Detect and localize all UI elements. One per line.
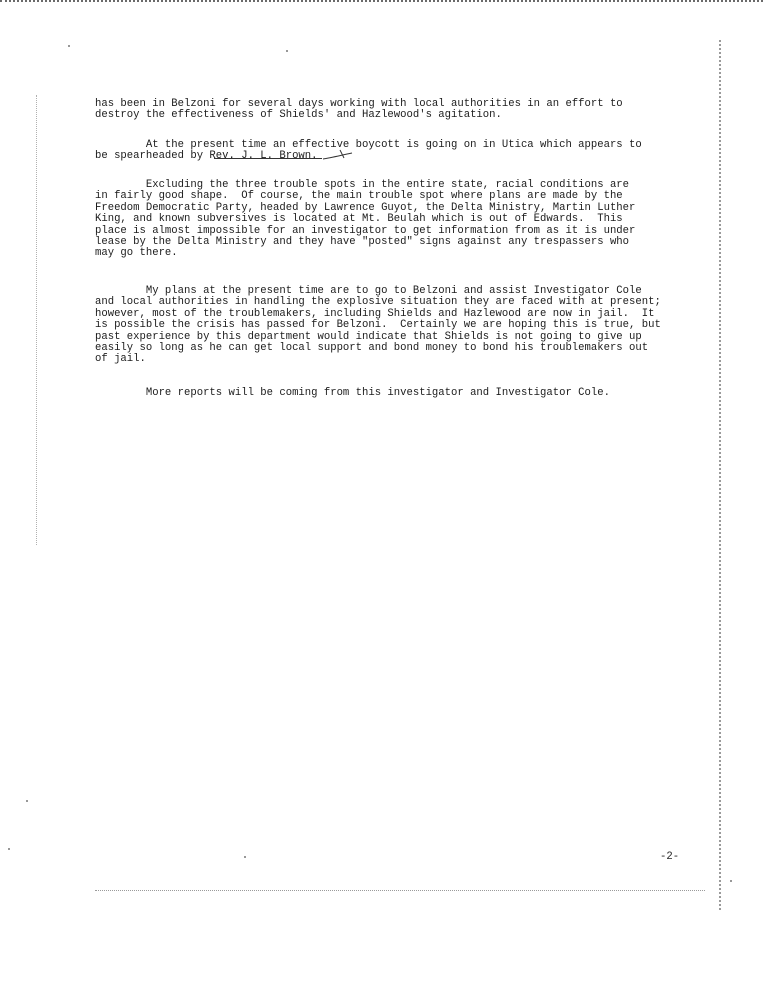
text-line: place is almost impossible for an investigator to get information from as it is under xyxy=(95,224,636,237)
paragraph-more-reports xyxy=(95,388,685,399)
paragraph-utica-boycott xyxy=(95,140,685,163)
paragraph-plans xyxy=(95,286,685,366)
scan-speck xyxy=(8,848,10,850)
scan-speck xyxy=(68,45,70,47)
text-line: Excluding the three trouble spots in the entire state, racial conditions are xyxy=(95,179,630,191)
text-line: may go there. xyxy=(95,247,178,260)
text-line: and local authorities in handling the explosive situation they are faced with at present; xyxy=(95,296,661,309)
scan-speck xyxy=(730,880,732,882)
text-line: destroy the effectiveness of Shields' and Hazlewood's agitation. xyxy=(95,109,502,122)
scan-left-edge xyxy=(36,95,37,545)
handwritten-underline xyxy=(214,158,322,159)
text-line: easily so long as he can get local support and bond money to bond his troublemakers out xyxy=(95,342,649,355)
text-line: King, and known subversives is located at Mt. Beulah which is out of Edwards. This xyxy=(95,213,623,226)
text-line: has been in Belzoni for several days working with local authorities in an effort to xyxy=(95,98,623,110)
page-number: -2- xyxy=(660,851,680,863)
scan-speck xyxy=(286,50,288,52)
text-line: in fairly good shape. Of course, the main trouble spot where plans are made by the xyxy=(95,190,623,203)
text-line: lease by the Delta Ministry and they have "posted" signs against any trespassers who xyxy=(95,236,630,249)
handwritten-check-mark-icon xyxy=(322,148,354,162)
text-line: of jail. xyxy=(95,353,146,366)
scan-speck xyxy=(244,856,246,858)
scan-top-edge xyxy=(0,0,763,8)
text-line: More reports will be coming from this investigator and Investigator Cole. xyxy=(95,387,610,399)
text-line: past experience by this department would indicate that Shields is not going to give up xyxy=(95,330,642,343)
paragraph-belzoni-work xyxy=(95,99,685,122)
scan-right-edge xyxy=(719,40,721,910)
text-line: however, most of the troublemakers, including Shields and Hazlewood are now in jail. It xyxy=(95,307,655,320)
text-line: be spearheaded by Rev. J. L. Brown. xyxy=(95,150,318,163)
text-line: Freedom Democratic Party, headed by Lawrence Guyot, the Delta Ministry, Martin Luther xyxy=(95,201,636,214)
text-line: At the present time an effective boycott is going on in Utica which appears to xyxy=(95,139,642,151)
paragraph-racial-conditions xyxy=(95,180,685,260)
scan-bottom-edge xyxy=(95,890,705,891)
text-line: My plans at the present time are to go to Belzoni and assist Investigator Cole xyxy=(95,285,642,297)
scan-speck xyxy=(26,800,28,802)
text-line: is possible the crisis has passed for Belzoni. Certainly we are hoping this is true, but xyxy=(95,319,661,332)
